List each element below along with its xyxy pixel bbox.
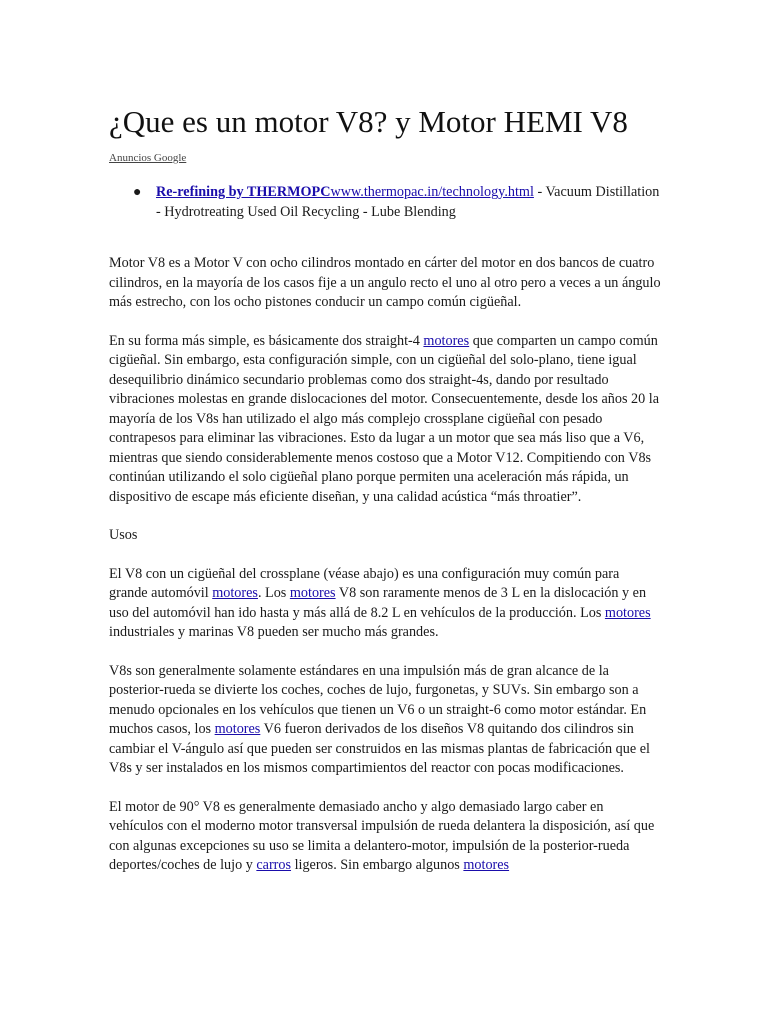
- text-span: En su forma más simple, es básicamente dos straight-4: [109, 332, 424, 349]
- text-span: ligeros. Sin embargo algunos: [291, 857, 464, 873]
- section-heading-usos: Usos: [109, 527, 138, 543]
- text-span: El motor de 90° V8 es generalmente demasiado ancho y algo demasiado largo caber en vehículos con el moderno motor transversal impulsión de rueda delantera la disposición, así que con algunas excepciones su uso se limita a delantero-motor, impulsión de la posterior-rueda deportes/coches de lujo y: [109, 798, 655, 873]
- text-span: que comparten un campo común cigüeñal. Sin embargo, esta configuración simple, con un cigüeñal del solo-plano, tiene igual desequilibrio dinámico secundario problemas como dos straight-4s, dando por resultado vibraciones molestas en grande dislocaciones del motor. Consecuentemente, desde los años 20 la mayoría de los V8s han utilizado el algo más complejo crossplane cigüeñal con pesado contrapesos para eliminar las vibraciones. Esto da lugar a un motor que sea más liso que a V6, mientras que siendo considerablemente menos costoso que a Motor V12. Compitiendo con V8s continúan utilizando el solo cigüeñal plano porque permiten una aceleración más rápida, un dispositivo de escape más eficiente diseñan, y una calidad acústica “más throatier”.: [109, 332, 660, 505]
- paragraph-crossplane: [109, 565, 661, 643]
- paragraph-intro: Motor V8 es a Motor V con ocho cilindros montado en cárter del motor en dos bancos de cuatro cilindros, en la mayoría de los casos fije a un angulo recto el uno al otro pero a veces a un ángulo más estrecho, con los ocho pistones conducir un campo común cigüeñal.: [109, 255, 661, 310]
- ad-title-link[interactable]: Re-refining by THERMOPC: [156, 184, 331, 200]
- text-span: V6 fueron derivados de los diseños V8 quitando dos cilindros sin cambiar el V-ángulo así que pueden ser construidos en las mismas plantas de fabricación que el V8s y ser instalados en los mismos compartimientos del reactor con pocas modificaciones.: [109, 721, 650, 776]
- page-title: ¿Que es un motor V8? y Motor HEMI V8: [109, 104, 628, 139]
- paragraph-v8s-standard: [109, 662, 661, 779]
- bullet-icon: ●: [133, 185, 142, 200]
- motores-link[interactable]: motores: [423, 332, 470, 349]
- paragraph-simple-form: [109, 332, 661, 508]
- ad-url-link[interactable]: www.thermopac.in/technology.html: [330, 184, 534, 200]
- text-span: . Los: [257, 585, 290, 601]
- motores-link[interactable]: motores: [604, 604, 651, 621]
- motores-link[interactable]: motores: [289, 585, 336, 601]
- paragraph-90-degree: [109, 798, 661, 876]
- motores-link[interactable]: motores: [463, 857, 510, 873]
- ad-description: - Vacuum Distillation - Hydrotreating Used Oil Recycling - Lube Blending: [156, 184, 660, 220]
- ads-label-link[interactable]: Anuncios Google: [109, 152, 187, 164]
- text-span: V8s son generalmente solamente estándares en una impulsión más de gran alcance de la posterior-rueda se divierte los coches, coches de lujo, furgonetas, y SUVs. Sin embargo son a menudo opcionales en los vehículos que tienen un V6 o un straight-6 como motor estándar. En muchos casos, los: [109, 662, 647, 737]
- carros-link[interactable]: carros: [256, 857, 292, 873]
- ad-item: [109, 183, 661, 222]
- article-body: [109, 254, 661, 895]
- text-span: industriales y marinas V8 pueden ser mucho más grandes.: [109, 624, 439, 640]
- text-span: V8 son raramente menos de 3 L en la dislocación y en uso del automóvil han ido hasta y más allá de 8.2 L en vehículos de la producción. Los: [109, 585, 647, 621]
- text-span: El V8 con un cigüeñal del crossplane (véase abajo) es una configuración muy común para grande automóvil: [109, 565, 620, 601]
- motores-link[interactable]: motores: [214, 721, 261, 737]
- ad-list: [109, 183, 661, 222]
- motores-link[interactable]: motores: [212, 585, 258, 601]
